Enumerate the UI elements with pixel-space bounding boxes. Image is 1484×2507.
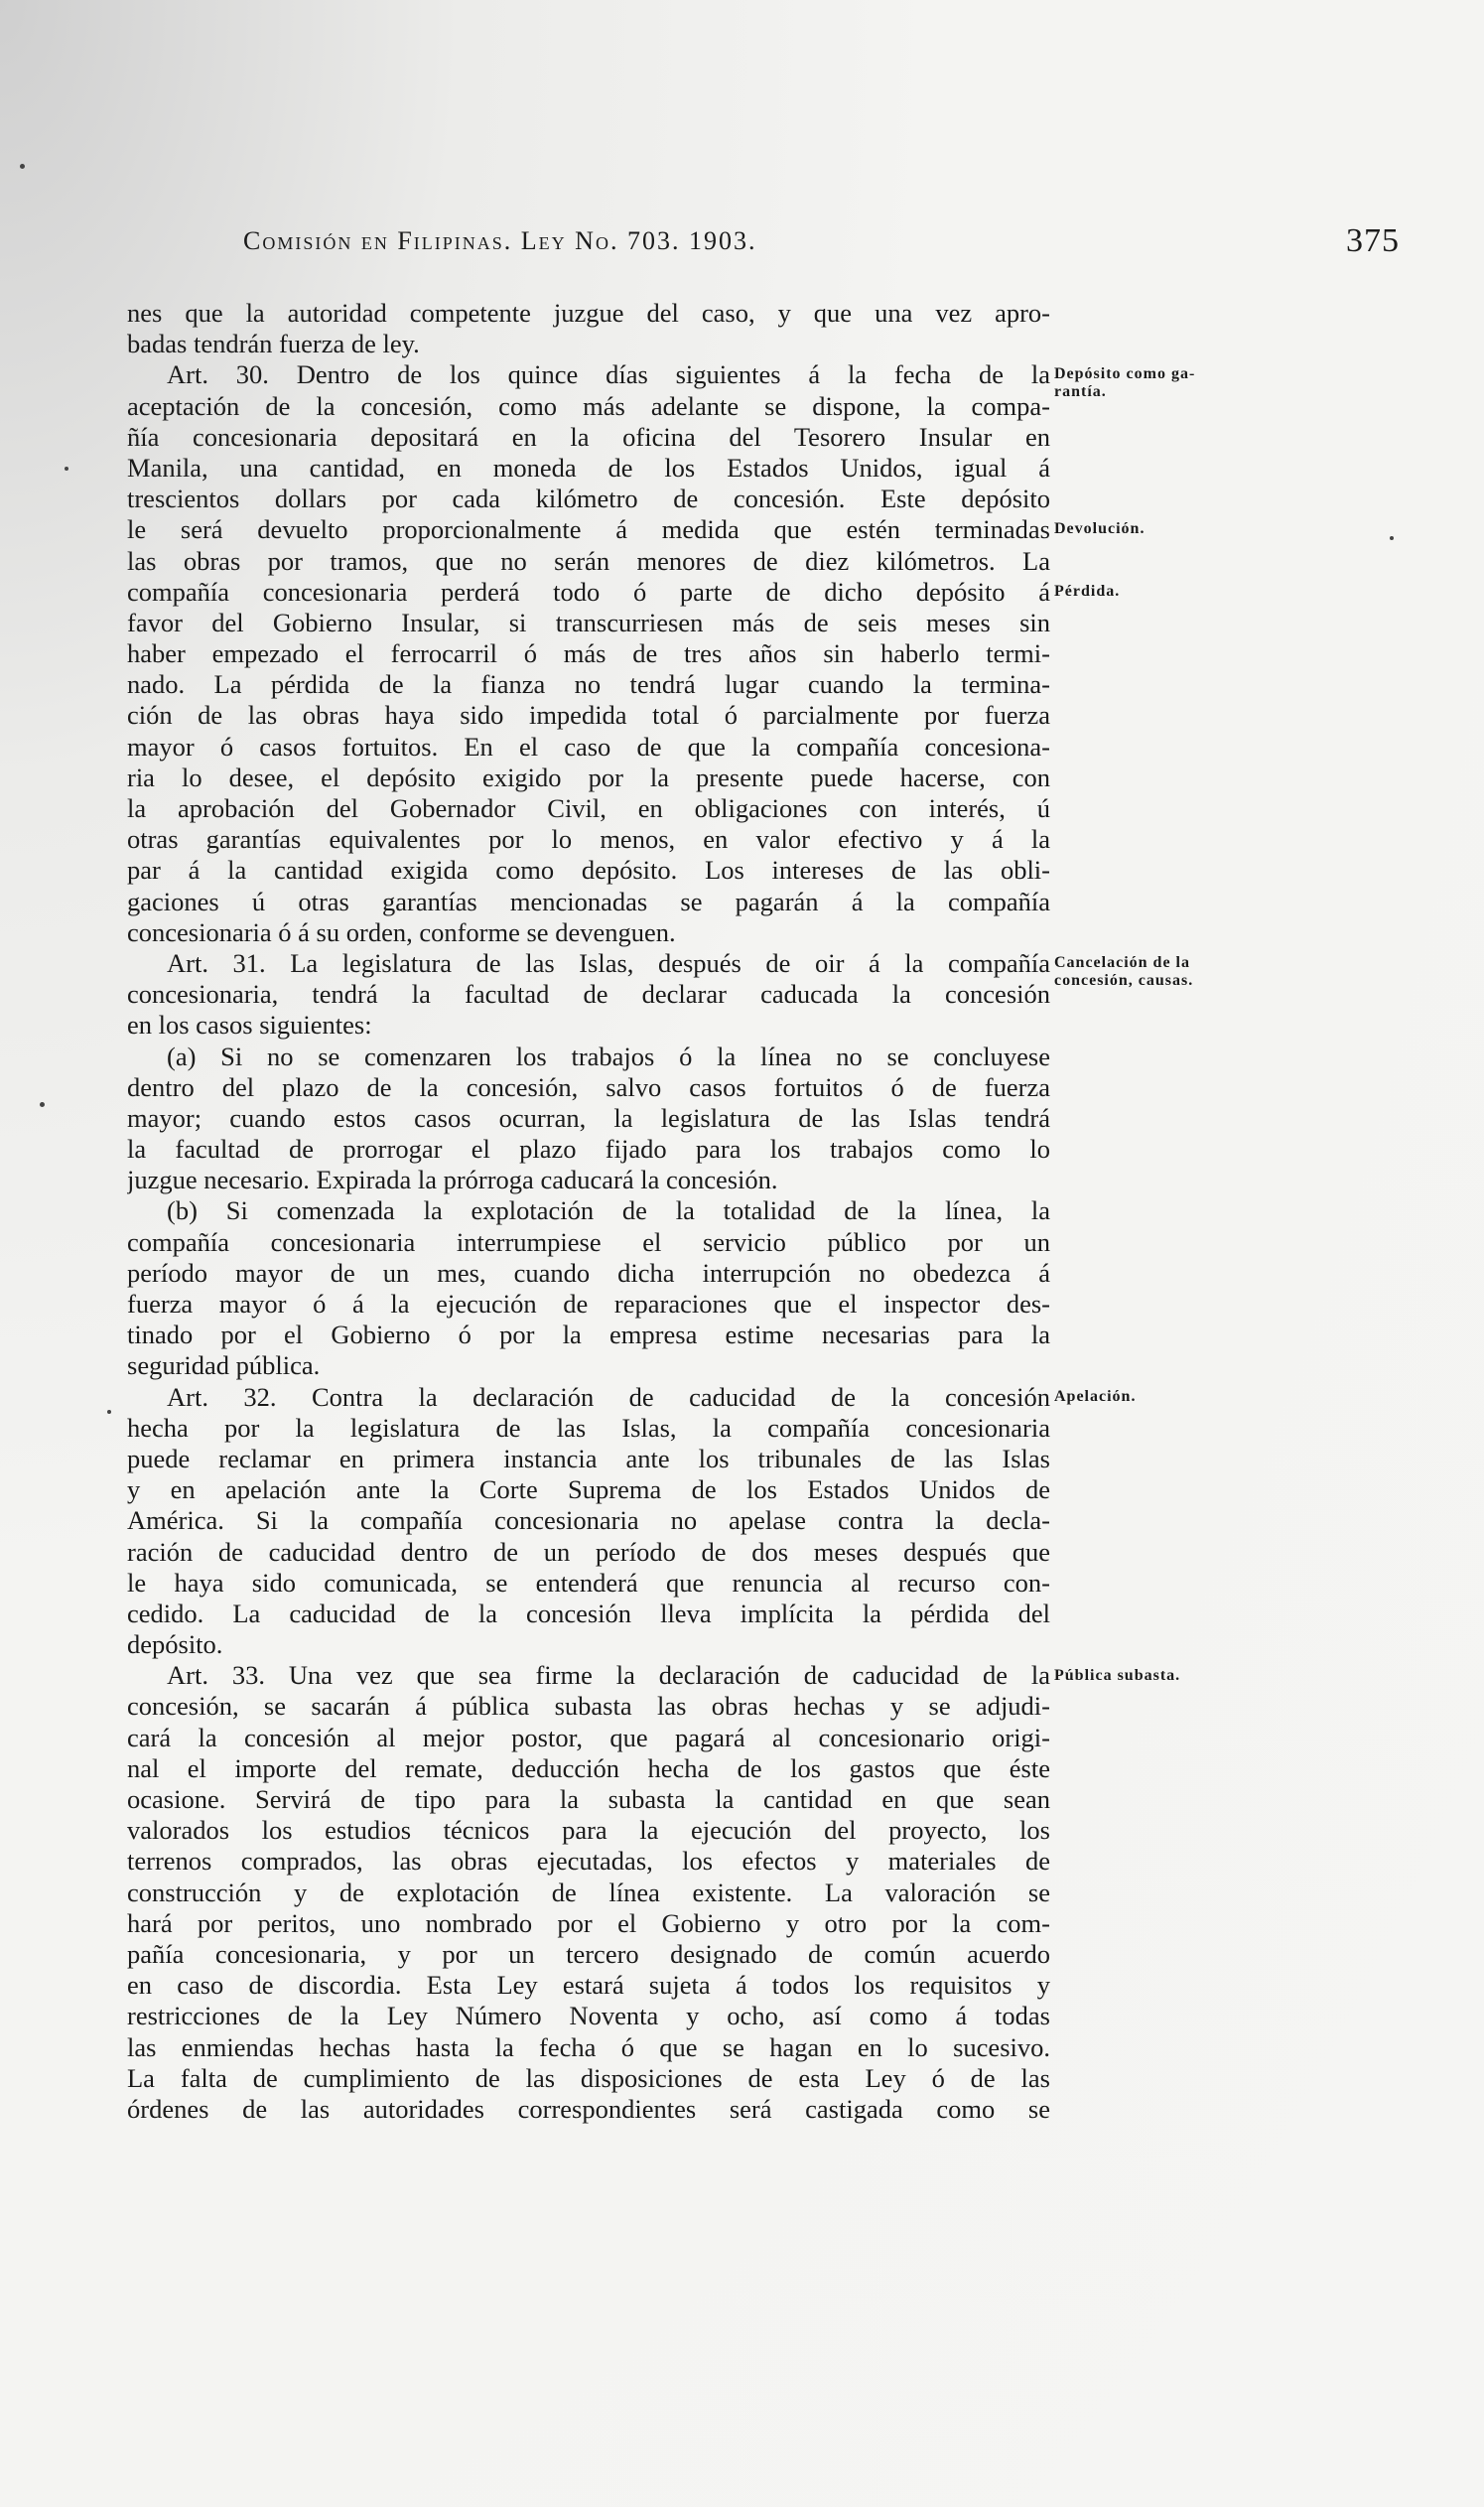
ink-speck — [65, 467, 68, 471]
text-line: concesionaria, tendrá la facultad de declarar caducada la concesión — [127, 979, 1050, 1010]
text-line: badas tendrán fuerza de ley. — [127, 329, 420, 359]
text-line: restricciones de la Ley Número Noventa y ocho, así como á todas — [127, 2001, 1050, 2031]
ink-speck — [40, 1102, 45, 1107]
body-text — [127, 298, 1050, 2482]
text-line: aceptación de la concesión, como más adelante se dispone, la compa- — [127, 390, 1050, 421]
text-line: favor del Gobierno Insular, si transcurriesen más de seis meses sin — [127, 607, 1050, 637]
text-line: cará la concesión al mejor postor, que pagará al concesionario origi- — [127, 1722, 1050, 1752]
text-line: trescientos dollars por cada kilómetro de concesión. Este depósito — [127, 484, 1050, 514]
page-number: 375 — [1346, 222, 1400, 259]
text-line: fuerza mayor ó á la ejecución de reparaciones que el inspector des- — [127, 1289, 1050, 1319]
text-line: le será devuelto proporcionalmente á medida que estén terminadas — [127, 514, 1050, 545]
text-line: hecha por la legislatura de las Islas, la compañía concesionaria — [127, 1412, 1050, 1443]
text-line: las enmiendas hechas hasta la fecha ó que se hagan en lo sucesivo. — [127, 2031, 1050, 2062]
text-line: le haya sido comunicada, se entenderá que renuncia al recurso con- — [127, 1567, 1050, 1598]
text-line: construcción y de explotación de línea existente. La valoración se — [127, 1877, 1050, 1907]
text-line: ñía concesionaria depositará en la oficina del Tesorero Insular en — [127, 421, 1050, 452]
margin-note: Pública subasta. — [1054, 1666, 1181, 1684]
text-line: nes que la autoridad competente juzgue del caso, y que una vez apro- — [127, 298, 1050, 328]
text-line: otras garantías equivalentes por lo menos, en valor efectivo y á la — [127, 824, 1050, 855]
text-line: compañía concesionaria interrumpiese el servicio público por un — [127, 1226, 1050, 1257]
margin-note: Devolución. — [1054, 520, 1146, 538]
text-line: La falta de cumplimiento de las disposiciones de esta Ley ó de las — [127, 2062, 1050, 2093]
text-line: Art. 30. Dentro de los quince días siguientes á la fecha de la — [167, 359, 1050, 390]
text-line: Art. 32. Contra la declaración de caducidad de la concesión — [167, 1381, 1050, 1412]
text-line: nal el importe del remate, deducción hecha de los gastos que éste — [127, 1752, 1050, 1783]
text-line: juzgue necesario. Expirada la prórroga caducará la concesión. — [127, 1165, 778, 1195]
ink-speck — [20, 164, 25, 169]
margin-note: Depósito como ga- rantía. — [1054, 365, 1196, 401]
text-line: concesionaria ó á su orden, conforme se devenguen. — [127, 916, 676, 947]
text-line: mayor; cuando estos casos ocurran, la legislatura de las Islas tendrá — [127, 1102, 1050, 1133]
text-line: haber empezado el ferrocarril ó más de tres años sin haberlo termi- — [127, 638, 1050, 669]
running-header — [243, 222, 1400, 270]
running-title: Comisión en Filipinas. Ley No. 703. 1903. — [243, 226, 757, 255]
text-line: en los casos siguientes: — [127, 1010, 372, 1041]
text-line: (b) Si comenzada la explotación de la totalidad de la línea, la — [167, 1195, 1050, 1226]
text-line: ocasione. Servirá de tipo para la subasta la cantidad en que sean — [127, 1784, 1050, 1814]
text-line: la aprobación del Gobernador Civil, en obligaciones con interés, ú — [127, 793, 1050, 823]
text-line: valorados los estudios técnicos para la ejecución del proyecto, los — [127, 1815, 1050, 1846]
text-line: cedido. La caducidad de la concesión lleva implícita la pérdida del — [127, 1598, 1050, 1628]
margin-note: Pérdida. — [1054, 582, 1121, 600]
ink-speck — [1390, 536, 1394, 540]
text-line: ción de las obras haya sido impedida total ó parcialmente por fuerza — [127, 700, 1050, 731]
text-line: órdenes de las autoridades correspondientes será castigada como se — [127, 2093, 1050, 2124]
margin-note: Cancelación de la concesión, causas. — [1054, 954, 1194, 990]
text-line: depósito. — [127, 1629, 223, 1660]
text-line: hará por peritos, uno nombrado por el Gobierno y otro por la com- — [127, 1907, 1050, 1938]
text-line: terrenos comprados, las obras ejecutadas, los efectos y materiales de — [127, 1846, 1050, 1877]
text-line: nado. La pérdida de la fianza no tendrá lugar cuando la termina- — [127, 669, 1050, 700]
text-line: América. Si la compañía concesionaria no apelase contra la decla- — [127, 1505, 1050, 1536]
text-line: en caso de discordia. Esta Ley estará sujeta á todos los requisitos y — [127, 1970, 1050, 2001]
text-line: puede reclamar en primera instancia ante los tribunales de las Islas — [127, 1443, 1050, 1473]
text-line: mayor ó casos fortuitos. En el caso de que la compañía concesiona- — [127, 731, 1050, 762]
text-line: y en apelación ante la Corte Suprema de los Estados Unidos de — [127, 1474, 1050, 1505]
text-line: compañía concesionaria perderá todo ó parte de dicho depósito á — [127, 576, 1050, 607]
text-line: concesión, se sacarán á pública subasta las obras hechas y se adjudi- — [127, 1691, 1050, 1722]
text-line: gaciones ú otras garantías mencionadas se pagarán á la compañía — [127, 886, 1050, 916]
text-line: par á la cantidad exigida como depósito. Los intereses de las obli- — [127, 855, 1050, 886]
text-line: las obras por tramos, que no serán menores de diez kilómetros. La — [127, 545, 1050, 576]
text-line: Manila, una cantidad, en moneda de los Estados Unidos, igual á — [127, 452, 1050, 483]
text-line: Art. 31. La legislatura de las Islas, después de oir á la compañía — [167, 947, 1050, 978]
text-line: Art. 33. Una vez que sea firme la declaración de caducidad de la — [167, 1660, 1050, 1691]
text-line: ria lo desee, el depósito exigido por la presente puede hacerse, con — [127, 762, 1050, 792]
text-line: seguridad pública. — [127, 1350, 321, 1381]
margin-note: Apelación. — [1054, 1388, 1137, 1405]
ink-speck — [107, 1410, 111, 1414]
text-line: ración de caducidad dentro de un período de dos meses después que — [127, 1536, 1050, 1567]
text-line: dentro del plazo de la concesión, salvo casos fortuitos ó de fuerza — [127, 1071, 1050, 1102]
text-line: pañía concesionaria, y por un tercero designado de común acuerdo — [127, 1938, 1050, 1969]
text-line: (a) Si no se comenzaren los trabajos ó la línea no se concluyese — [167, 1041, 1050, 1071]
text-line: período mayor de un mes, cuando dicha interrupción no obedezca á — [127, 1257, 1050, 1288]
text-line: tinado por el Gobierno ó por la empresa estime necesarias para la — [127, 1320, 1050, 1350]
text-line: la facultad de prorrogar el plazo fijado para los trabajos como lo — [127, 1134, 1050, 1165]
